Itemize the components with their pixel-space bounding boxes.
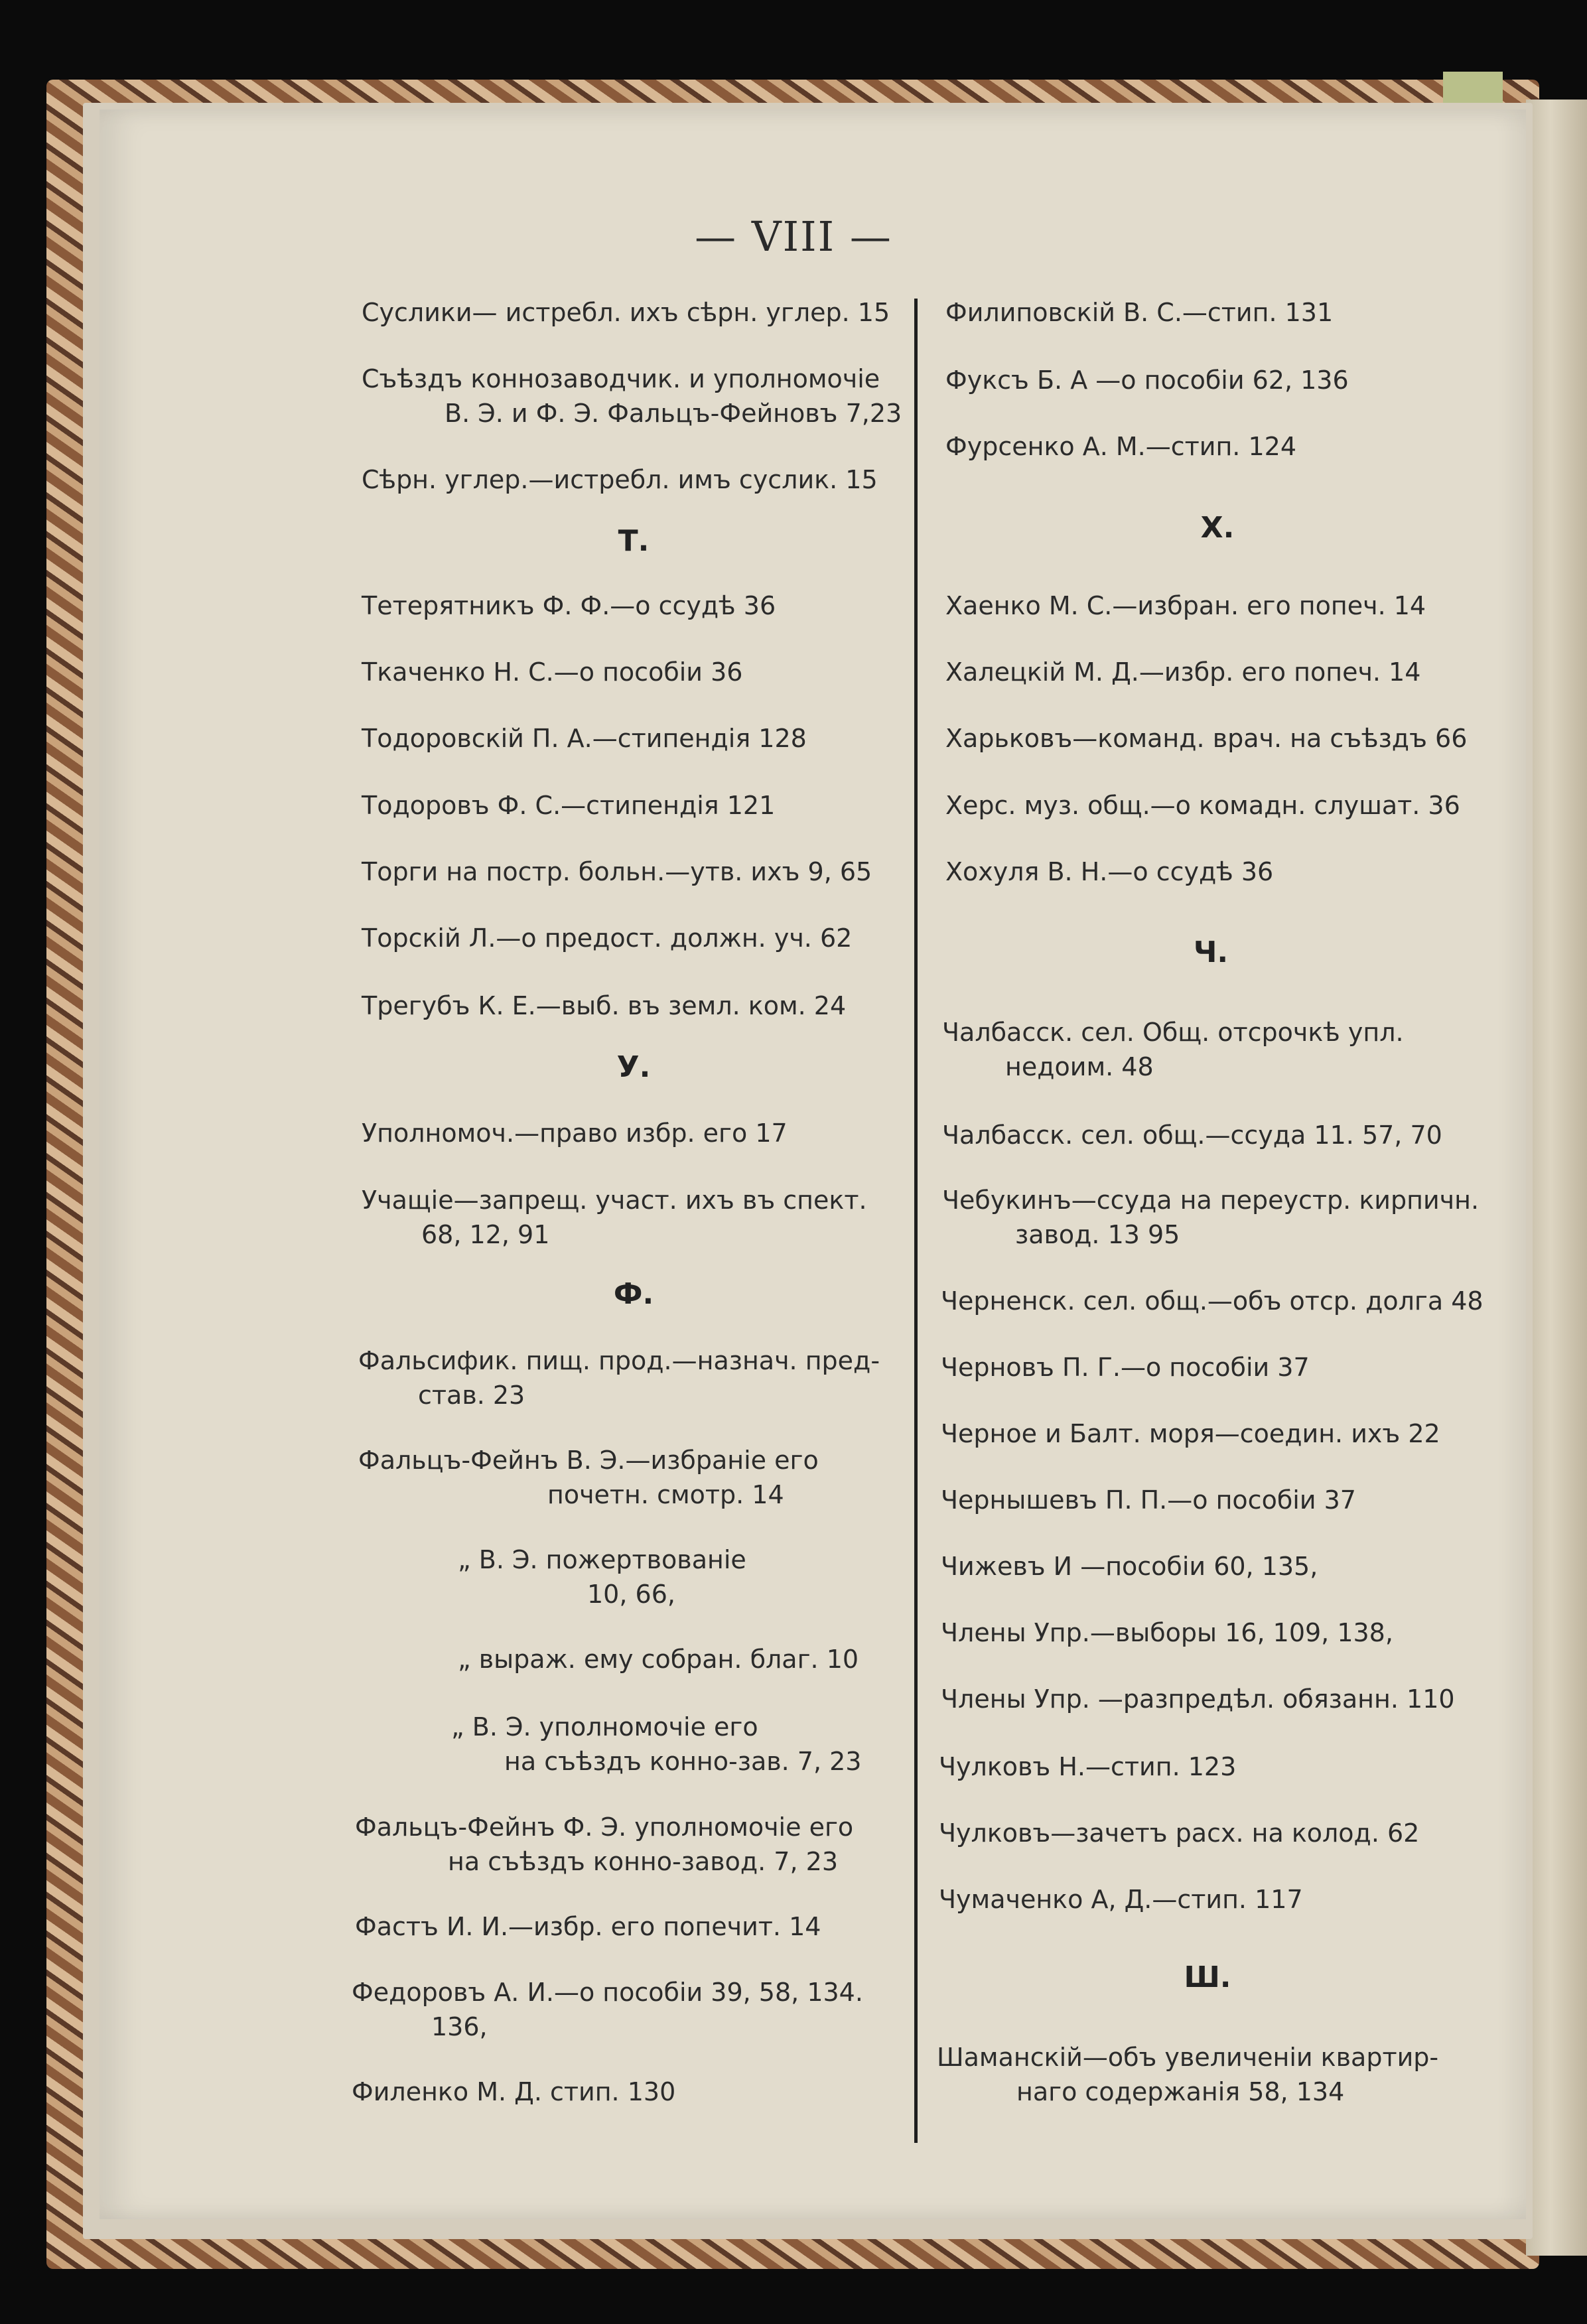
index-entry: Филенко М. Д. стип. 130 (352, 2077, 676, 2106)
section-letter: Т. (618, 524, 650, 558)
index-entry: Тодоровъ Ф. С.—стипендія 121 (362, 791, 776, 820)
index-entry: Учащіе—запрещ. участ. ихъ въ спект. 68, 12, 91 (362, 1186, 867, 1249)
index-entry: Херс. муз. общ.—о комадн. слушат. 36 (945, 791, 1460, 820)
index-entry: Торги на постр. больн.—утв. ихъ 9, 65 (362, 857, 872, 886)
index-entry: Фурсенко А. М.—стип. 124 (945, 432, 1296, 461)
index-entry: Чижевъ И —пособіи 60, 135, (941, 1552, 1318, 1581)
column-divider (914, 299, 918, 2143)
index-entry: Торскій Л.—о предост. должн. уч. 62 (362, 923, 853, 953)
index-entry: Чулковъ—зачетъ расх. на колод. 62 (939, 1818, 1420, 1848)
index-entry: Уполномоч.—право избр. его 17 (362, 1119, 788, 1148)
index-entry: Суслики— истребл. ихъ сѣрн. углер. 15 (362, 298, 890, 327)
index-entry: Тетерятникъ Ф. Ф.—о ссудѣ 36 (362, 591, 776, 620)
index-entry: Чалбасск. сел. Общ. отсрочкѣ упл. недоим. 48 (942, 1018, 1404, 1081)
index-entry: Фастъ И. И.—избр. его попечит. 14 (355, 1912, 821, 1941)
index-entry: Харьковъ—команд. врач. на съѣздъ 66 (945, 724, 1468, 753)
index-entry: Фальцъ-Фейнъ Ф. Э. уполномочіе его на съѣздъ конно-завод. 7, 23 (355, 1812, 854, 1876)
index-entry: Сѣрн. углер.—истребл. имъ суслик. 15 (362, 465, 878, 494)
index-entry: „ В. Э. уполномочіе его на съѣздъ конно-зав. 7, 23 (451, 1712, 862, 1776)
index-entry: Чебукинъ—ссуда на переустр. кирпичн. завод. 13 95 (942, 1186, 1480, 1249)
index-entry: Хохуля В. Н.—о ссудѣ 36 (945, 857, 1274, 886)
index-entry: Съѣздъ коннозаводчик. и уполномочіе В. Э. и Ф. Э. Фальцъ-Фейновъ 7,23 (362, 364, 902, 428)
section-letter: Ч. (1193, 935, 1229, 969)
index-entry: Чернышевъ П. П.—о пособіи 37 (941, 1485, 1356, 1515)
section-letter: Ф. (613, 1277, 654, 1311)
page-number: — VIII — (695, 212, 892, 261)
index-entry: Хаенко М. С.—избран. его попеч. 14 (945, 591, 1426, 620)
index-entry: Тодоровскій П. А.—стипендія 128 (362, 724, 807, 753)
adjacent-page-edge (1526, 100, 1587, 2256)
index-entry: „ В. Э. пожертвованіе 10, 66, (458, 1545, 746, 1609)
index-entry: Чулковъ Н.—стип. 123 (939, 1752, 1237, 1781)
section-letter: Ш. (1184, 1960, 1231, 1994)
section-letter: У. (616, 1050, 651, 1084)
index-entry: Федоровъ А. И.—о пособіи 39, 58, 134. 136, (352, 1978, 863, 2041)
index-entry: Черновъ П. Г.—о пособіи 37 (941, 1353, 1310, 1382)
index-entry: Халецкій М. Д.—избр. его попеч. 14 (945, 657, 1421, 687)
index-entry: Члены Упр.—выборы 16, 109, 138, (941, 1618, 1393, 1647)
index-entry: Ткаченко Н. С.—о пособіи 36 (362, 657, 743, 687)
index-entry: Черненск. сел. общ.—объ отср. долга 48 (941, 1286, 1484, 1316)
index-entry: Филиповскій В. С.—стип. 131 (945, 298, 1334, 327)
index-entry: Черное и Балт. моря—соедин. ихъ 22 (941, 1419, 1440, 1448)
index-entry: Фальцъ-Фейнъ В. Э.—избраніе его почетн. смотр. 14 (358, 1446, 819, 1509)
index-entry: Шаманскій—объ увеличеніи квартир- наго содержанія 58, 134 (937, 2043, 1439, 2106)
index-entry: Фальсифик. пищ. прод.—назнач. пред- став. 23 (358, 1346, 880, 1410)
index-entry: Фуксъ Б. А —о пособіи 62, 136 (945, 366, 1349, 395)
index-entry: „ выраж. ему собран. благ. 10 (458, 1645, 859, 1674)
index-entry: Чалбасск. сел. общ.—ссуда 11. 57, 70 (942, 1121, 1442, 1150)
index-entry: Трегубъ К. Е.—выб. въ земл. ком. 24 (362, 991, 847, 1020)
index-entry: Чумаченко А, Д.—стип. 117 (939, 1885, 1303, 1914)
index-entry: Члены Упр. —разпредѣл. обязанн. 110 (941, 1684, 1455, 1714)
section-letter: Х. (1200, 511, 1235, 545)
